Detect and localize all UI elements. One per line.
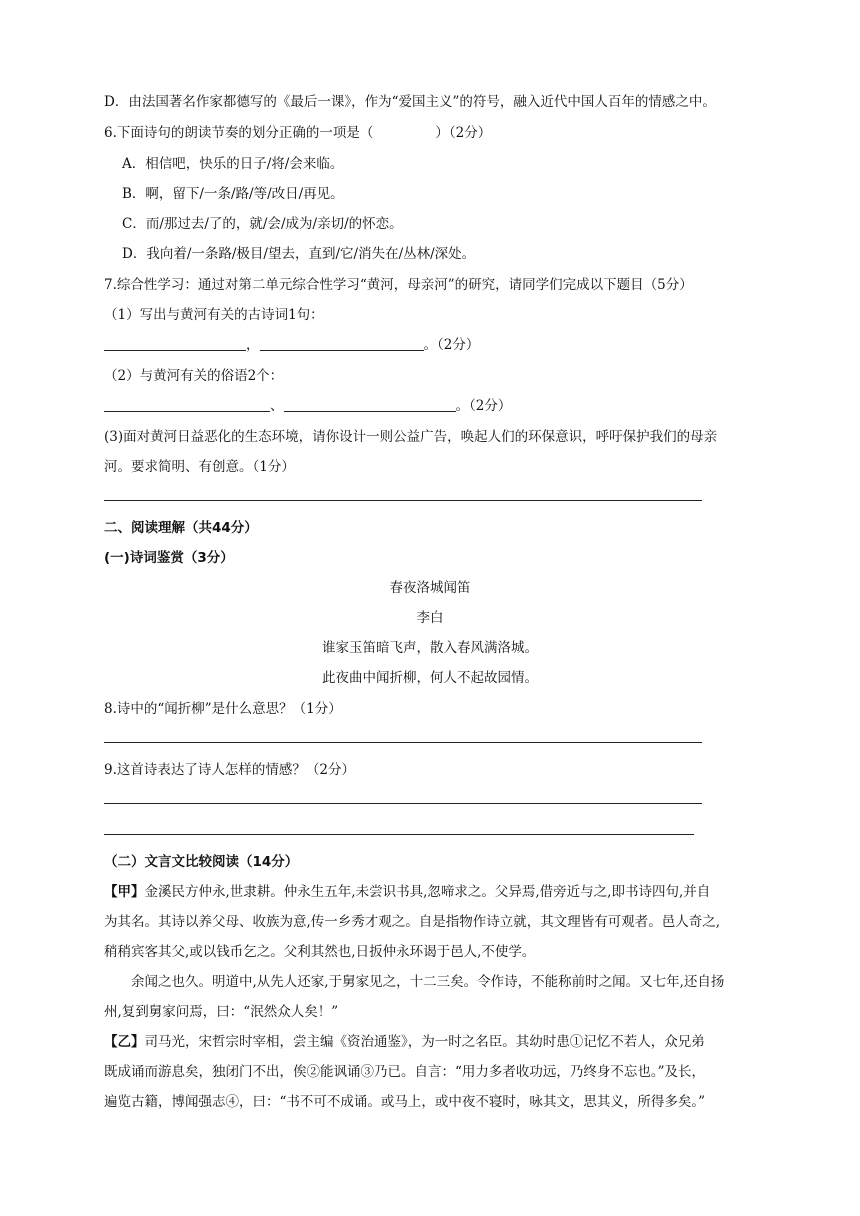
section2-heading: 二、阅读理解（共44分） (104, 520, 258, 536)
q7-part1-answer-row (104, 335, 479, 355)
classical-heading: （二）文言文比较阅读（14分） (104, 854, 299, 870)
q9-stem: 9.这首诗表达了诗人怎样的情感？（2分） (104, 762, 355, 778)
passage-yi-line-1 (104, 1032, 705, 1052)
q7-part2-end: 。（2分） (455, 398, 512, 414)
passage-jia-line-4: 余闻之也久。明道中,从先人还家,于舅家见之，十二三矣。令作诗，不能称前时之闻。又七年,还自扬 (131, 974, 725, 990)
q9-answer-line-2[interactable] (104, 834, 694, 835)
q7-part1-blank-2[interactable] (260, 336, 424, 351)
q7-part2-blank-2[interactable] (284, 397, 456, 412)
passage-yi-line-3: 遍览古籍，博闻强志④，曰：“书不可不成诵。或马上，或中夜不寝时，咏其文，思其义，所得多矣。” (104, 1094, 706, 1110)
q6-option-a: A．相信吧，快乐的日子/将/会来临。 (122, 156, 344, 172)
q6-stem-before: 6.下面诗句的朗读节奏的划分正确的一项是（ (104, 125, 374, 141)
passage-yi-line-2: 既成诵而游息矣，独闭门不出，俟②能讽诵③乃已。自言：“用力多者收功远，乃终身不忘也。”及长， (104, 1064, 706, 1080)
poetry-heading: (一)诗词鉴赏（3分） (104, 550, 234, 566)
q7-part2-blank-1[interactable] (104, 397, 270, 412)
q7-part2-sep: 、 (270, 398, 284, 414)
passage-yi-tag: 【乙】 (104, 1034, 145, 1050)
q7-part3-answer-line[interactable] (104, 500, 702, 501)
q7-stem: 7.综合性学习：通过对第二单元综合性学习“黄河，母亲河”的研究，请同学们完成以下题目（5分） (104, 277, 693, 293)
q6-option-c: C．而/那过去/了的，就/会/成为/亲切/的怀恋。 (122, 216, 403, 232)
passage-yi-line1-text: 司马光，宋哲宗时宰相，尝主编《资治通鉴》，为一时之名臣。其幼时患①记忆不若人，众兄弟 (144, 1034, 705, 1050)
poem-line-1: 谁家玉笛暗飞声，散入春风满洛城。 (322, 640, 538, 656)
q7-part1: （1）写出与黄河有关的古诗词1句： (104, 307, 324, 323)
poem-line-2: 此夜曲中闻折柳，何人不起故园情。 (322, 670, 538, 686)
q6-option-d: D．我向着/一条路/极目/望去，直到/它/消失在/丛林/深处。 (122, 246, 476, 262)
passage-jia-line-2: 为其名。其诗以养父母、收族为意,传一乡秀才观之。自是指物作诗立就，其文理皆有可观者。邑人奇之, (104, 914, 721, 930)
poem-title: 春夜洛城闻笛 (389, 580, 471, 596)
q5-option-d: D．由法国著名作家都德写的《最后一课》，作为“爱国主义”的符号，融入近代中国人百年的情感之中。 (104, 94, 716, 110)
q6-option-b: B．啊，留下/一条/路/等/改日/再见。 (122, 186, 344, 202)
q7-part2: （2）与黄河有关的俗语2个： (104, 368, 284, 384)
passage-jia-line1-text: 金溪民方仲永,世隶耕。仲永生五年,未尝识书具,忽啼求之。父异焉,借旁近与之,即书诗四句,并自 (144, 884, 711, 900)
q7-part1-end: 。（2分） (423, 337, 480, 353)
q7-part3-line1: (3)面对黄河日益恶化的生态环境，请你设计一则公益广告，唤起人们的环保意识，呼吁保护我们的母亲 (104, 429, 718, 445)
passage-jia-line-5: 州,复到舅家问焉，曰：“泯然众人矣！” (104, 1004, 339, 1020)
q7-part3-line2: 河。要求简明、有创意。（1分） (104, 459, 295, 475)
passage-jia-tag: 【甲】 (104, 884, 145, 900)
passage-jia-line-3: 稍稍宾客其父,或以钱币乞之。父利其然也,日扳仲永环谒于邑人,不使学。 (104, 944, 536, 960)
q6-stem-after: ）（2分） (435, 125, 492, 141)
q7-part2-answer-row (104, 396, 511, 416)
q8-stem: 8.诗中的“闻折柳”是什么意思？（1分） (104, 701, 342, 717)
passage-jia-line-1 (104, 882, 710, 902)
q6-stem (104, 123, 491, 143)
q7-part1-blank-1[interactable] (104, 336, 246, 351)
poem-author: 李白 (416, 610, 444, 626)
q7-part1-sep: ， (246, 337, 260, 353)
q9-answer-line-1[interactable] (104, 803, 702, 804)
q8-answer-line[interactable] (104, 742, 702, 743)
